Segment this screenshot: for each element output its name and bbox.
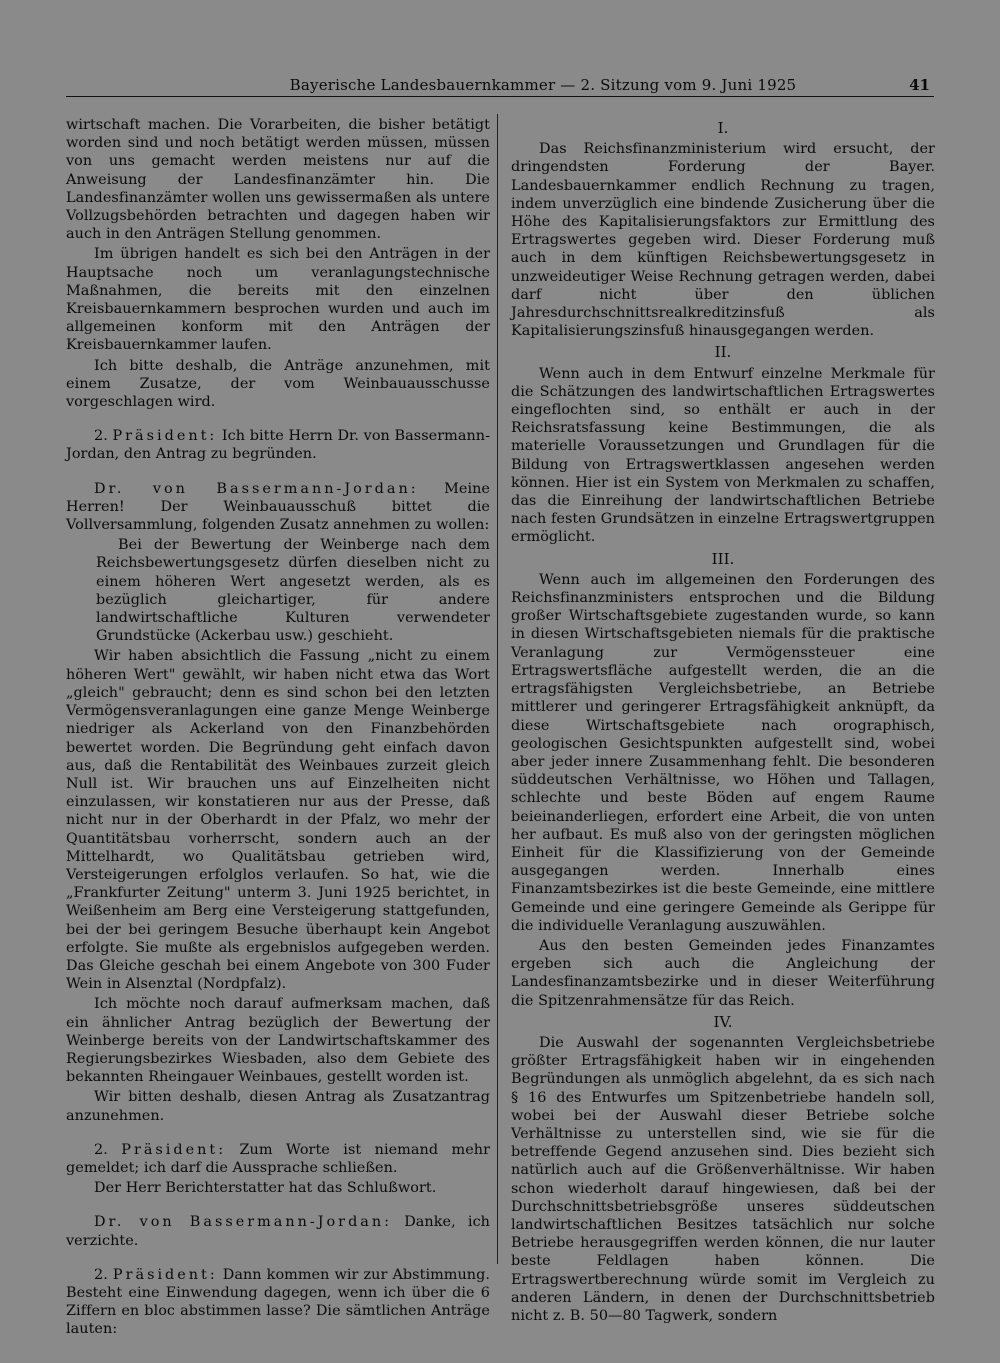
left-column xyxy=(66,116,490,1341)
speaker-name: Präsident: xyxy=(112,428,218,445)
speech-praesident xyxy=(66,1266,490,1339)
paragraph: Der Herr Berichterstatter hat das Schlußwort. xyxy=(94,1180,437,1197)
speech-number: 2. xyxy=(94,428,108,445)
paragraph: Wir haben absichtlich die Fassung „nicht zu einem höheren Wert" gewählt, wir haben nicht etwa das Wort „gleich" gebraucht; denn es sind schon bei den letzten Vermögensveranlagungen eine ganze Menge Weinberge niedriger als Ackerland von den Finanzbehörden bewertet worden. Die Begründung geht einfach davon aus, daß die Rentabilität des Weinbaues zurzeit gleich Null ist. Wir brauchen uns auf Einzelheiten nicht einzulassen, wir konstatieren nur aus der Presse, daß nicht nur in der Oberhardt in der Pfalz, wo mehr der Quantitätsbau vorherrscht, sondern auch an der Mittelhardt, wo Qualitätsbau getrieben wird, Versteigerungen erfolglos verlaufen. So hat, wie die „Frankfurter Zeitung" unterm 3. Juni 1925 berichtet, in Weißenheim am Berg eine Versteigerung stattgefunden, bei der bei geringem Besuche überhaupt kein Angebot erfolgte. Sie mußte als ergebnislos aufgegeben werden. Das Gleiche geschah bei einem Angebote von 300 Fuder Wein in Alsenztal (Nordpfalz). xyxy=(66,648,490,993)
page-number: 41 xyxy=(909,76,930,94)
quoted-motion: Bei der Bewertung der Weinberge nach dem Reichsbewertungsgesetz dürfen dieselben nicht zu einem höheren Wert angesetzt werden, als es bezüglich gleichartiger, für andere landwirtschaftliche Kulturen verwendeter Grundstücke (Ackerbau usw.) geschieht. xyxy=(96,537,490,645)
speaker-name: Präsident: xyxy=(112,1266,218,1283)
section-heading: III. xyxy=(711,549,735,568)
paragraph: Aus den besten Gemeinden jedes Finanzamtes ergeben sich auch die Angleichung der Landesfinanzamtsbezirke und in dieser Weiterführung die Spitzenrahmensätze für das Reich. xyxy=(511,937,935,1009)
paragraph: wirtschaft machen. Die Vorarbeiten, die bisher betätigt worden sind und noch betätigt werden müssen, müssen von uns gemacht werden meistens nur auf die Anweisung der Landesfinanzämter hin. Die Landesfinanzämter wollen uns gewissermaßen als untere Vollzugsbehörden betrachten und dagegen haben wir auch in den Anträgen Stellung genommen. xyxy=(66,117,490,243)
speech-text: Danke, ich verzichte. xyxy=(66,1214,490,1249)
speech-number: 2. xyxy=(94,1266,108,1283)
section-heading: I. xyxy=(717,119,729,137)
paragraph: Wenn auch in dem Entwurf einzelne Merkmale für die Schätzungen des landwirtschaftlichen Ertragswertes eingeflochten sind, so enthält er auch in der Reichsratsfassung keine Bestimmungen, die als materielle Voraussetzungen und Grundlagen für die Bildung von Ertragswertklassen angesehen werden können. Hier ist ein System von Merkmalen zu schaffen, das die Einreihung der landwirtschaftlichen Betriebe nach festen Grundsätzen in einzelne Ertragswertgruppen ermöglicht. xyxy=(511,365,935,546)
section-heading: II. xyxy=(714,343,732,362)
speech-text: Zum Worte ist niemand mehr gemeldet; ich darf die Aussprache schließen. xyxy=(66,1141,491,1176)
speaker-name: Präsident: xyxy=(121,1141,227,1158)
speech-text: Meine Herren! Der Weinbauausschuß bittet die Vollversammlung, folgenden Zusatz annehmen zu wollen: xyxy=(66,480,490,534)
right-column xyxy=(511,116,935,1327)
speaker-name: Dr. von Bassermann-Jordan: xyxy=(94,1214,392,1231)
speech-speaker xyxy=(66,1213,490,1249)
speaker-name: Dr. von Bassermann-Jordan: xyxy=(94,480,419,497)
paragraph: Wir bitten deshalb, diesen Antrag als Zusatzantrag anzunehmen. xyxy=(66,1089,490,1124)
speech-text: Dann kommen wir zur Abstimmung. Besteht eine Einwendung dagegen, wenn ich über die 6 Ziffern en bloc abstimmen lasse? Die sämtlichen Anträge lauten: xyxy=(66,1266,491,1338)
section-heading: IV. xyxy=(713,1012,733,1031)
speech-text: Ich bitte Herrn Dr. von Bassermann-Jordan, den Antrag zu begründen. xyxy=(66,428,490,463)
page-header xyxy=(66,72,934,97)
speech-praesident xyxy=(66,427,490,463)
paragraph: Ich bitte deshalb, die Anträge anzunehmen, mit einem Zusatze, der vom Weinbauausschusse vorgeschlagen wird. xyxy=(66,357,490,411)
paragraph: Das Reichsfinanzministerium wird ersucht, der dringendsten Forderung der Bayer. Landesbauernkammer endlich Rechnung zu tragen, indem unverzüglich eine bindende Zusicherung über die Höhe des Kapitalisierungsfaktors zur Ermittlung des Ertragswertes gegeben wird. Dieser Forderung muß auch in dem künftigen Reichsbewertungsgesetz in unzweideutiger Weise Rechnung getragen werden, dabei darf nicht über den üblichen Jahresdurchschnittsrealkreditzinsfuß als Kapitalisierungszinsfuß hinausgegangen werden. xyxy=(511,141,935,340)
speech-praesident xyxy=(66,1141,490,1177)
column-divider xyxy=(497,114,498,1264)
speech-number: 2. xyxy=(94,1141,108,1158)
running-title: Bayerische Landesbauernkammer — 2. Sitzung vom 9. Juni 1925 xyxy=(289,76,797,94)
paragraph: Ich möchte noch darauf aufmerksam machen, daß ein ähnlicher Antrag bezüglich der Bewertung der Weinberge bereits von der Landwirtschaftskammer des Regierungsbezirkes Wiesbaden, also dem Gebiete des bekannten Rheingauer Weinbaues, gestellt worden ist. xyxy=(66,996,490,1086)
paragraph: Wenn auch im allgemeinen den Forderungen des Reichsfinanzministers entsprochen und die Bildung großer Wirtschaftsgebiete zugestanden wurde, so kann in diesen Wirtschaftsgebieten niemals für die praktische Veranlagung zur Vermögenssteuer eine Ertragswertsfläche aufgestellt werden, die an die ertragsfähigsten Vergleichsbetriebe, an Betriebe mittlerer und geringerer Ertragsfähigkeit anknüpft, da diese Wirtschaftsgebiete nach orographisch, geologischen Gesichtspunkten aufgestellt sind, wobei aber jeder innere Zusammenhang fehlt. Die besonderen süddeutschen Verhältnisse, wo Höhen und Tallagen, schlechte und beste Böden auf engem Raume beieinanderliegen, erfordert eine Arbeit, die von unten her aufbaut. Es muß also von der geringsten möglichen Einheit für die Klassifizierung von der Gemeinde ausgegangen werden. Innerhalb eines Finanzamtsbezirkes ist die beste Gemeinde, eine mittlere Gemeinde und eine geringere Gemeinde als Gerippe für die individuelle Veranlagung auszuwählen. xyxy=(511,571,935,934)
speech-speaker xyxy=(66,480,490,535)
paragraph: Die Auswahl der sogenannten Vergleichsbetriebe größter Ertragsfähigkeit haben wir in eingehenden Begründungen als unmöglich abgelehnt, da es sich nach § 16 des Entwurfes um Spitzenbetriebe handeln soll, wobei bei der Auswahl dieser Betriebe solche Verhältnisse zu unterstellen sind, wie sie für die betreffende Gegend anzusehen sind. Dies bezieht sich natürlich auch auf die Größenverhältnisse. Wir haben schon wiederholt darauf hingewiesen, daß bei der Durchschnittsbetriebsgröße unseres süddeutschen landwirtschaftlichen Besitzes tatsächlich nur solche Betriebe herausgegriffen werden können, die nur lauter beste Feldlagen haben können. Die Ertragswertberechnung würde somit im Vergleich zu anderen Ländern, in denen der Durchschnittsbetrieb nicht z. B. 50—80 Tagwerk, sondern xyxy=(511,1034,935,1324)
paragraph: Im übrigen handelt es sich bei den Anträgen in der Hauptsache noch um veranlagungstechnische Maßnahmen, die bereits mit den einzelnen Kreisbauernkammern besprochen wurden und auch im allgemeinen konform mit den Anträgen der Kreisbauernkammer laufen. xyxy=(66,246,490,354)
